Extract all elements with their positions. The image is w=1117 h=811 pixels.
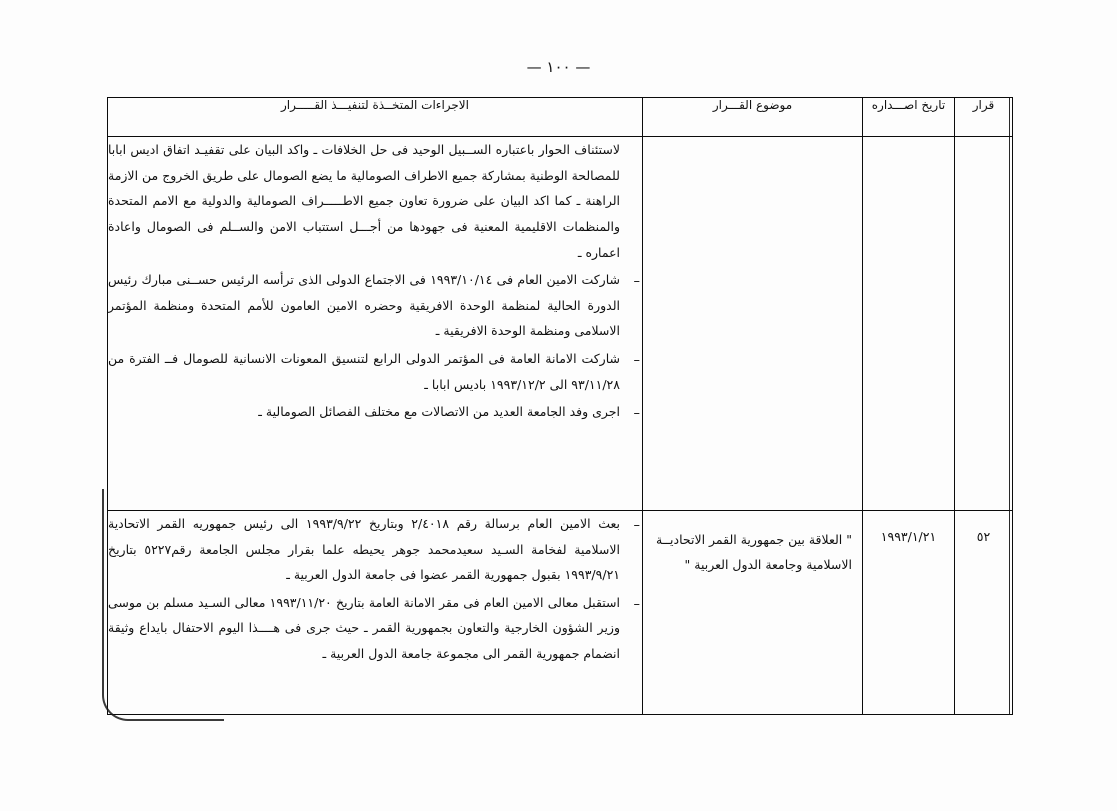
action-item-text: لاستئناف الحوار باعتباره الســبيل الوحيد فى حل الخلافات ـ واكد البيان على تقفيـد اتفاق اديس ابابا للمصالحة الوطنية بمشاركة جميع الاطراف الصومالية ما يضع الصومال على طريق الخروج من الازمة الراهنة ـ كما اكد البيان على ضرورة تعاون جميع الاطـــــراف الصومالية والدولية مع الامم المتحدة والمنظمات الاقليمية المعنية فى جهودها من أجـــل استتباب الامن والســلم فى الصومال واعادة اعماره ـ — [108, 142, 620, 260]
bullet-dash-icon: – — [633, 517, 640, 533]
action-item-text: شاركت الامانة العامة فى المؤتمر الدولى الرابع لتنسيق المعونات الانسانية للصومال فــ الفترة من ٩٣/١١/٢٨ الى ١٩٩٣/١٢/٢ باديس ابابا ـ — [108, 351, 620, 392]
action-item — [108, 399, 642, 425]
cell-issue-date: ١٩٩٣/١/٢١ — [863, 510, 955, 714]
column-header-actions — [108, 98, 643, 137]
column-header-issue-date-label: تاريخ اصـــداره — [871, 98, 946, 112]
table-header — [108, 98, 1013, 137]
bullet-dash-icon: – — [633, 596, 640, 612]
action-item — [108, 590, 642, 667]
cell-actions — [108, 510, 643, 714]
cell-actions — [108, 137, 643, 511]
column-header-subject-label: موضوع القـــرار — [712, 98, 793, 112]
cell-subject: " العلاقة بين جمهورية القمر الاتحاديــة الاسلامية وجامعة الدول العربية " — [643, 510, 863, 714]
table-row — [108, 137, 1013, 511]
decisions-table-wrapper — [108, 97, 1013, 715]
column-header-subject — [643, 98, 863, 137]
binding-edge-mark — [1009, 97, 1013, 715]
column-header-decision-number-label: قرار — [972, 98, 995, 112]
action-item — [108, 267, 642, 344]
action-item — [108, 511, 642, 588]
bullet-dash-icon: – — [633, 274, 640, 290]
action-item-text: استقبل معالى الامين العام فى مقر الامانة العامة بتاريخ ١٩٩٣/١١/٢٠ معالى السـيد مسلم بن موسى وزير الشؤون الخارجية والتعاون بجمهورية القمر ـ حيث جرى فى هــــذا اليوم الاحتفال بايداع وثيقة انضمام جمهورية القمر الى مجموعة جامعة الدول العربية ـ — [108, 594, 620, 662]
page-number: — ١٠٠ — — [526, 58, 591, 76]
column-header-issue-date — [863, 98, 955, 137]
column-header-decision-number — [955, 98, 1013, 137]
cell-subject — [643, 137, 863, 511]
cell-decision-number — [955, 137, 1013, 511]
decisions-table — [107, 97, 1013, 715]
cell-issue-date — [863, 137, 955, 511]
action-item-text: بعث الامين العام برسالة رقم ٢/٤٠١٨ وبتاريخ ١٩٩٣/٩/٢٢ الى رئيس جمهوريه القمر الاتحادية الاسلامية لفخامة السـيد سعيدمحمد جوهر يحيطه علما بقرار مجلس الجامعة رقم٥٢٢٧ بتاريخ ١٩٩٣/٩/٢١ بقبول جمهورية القمر عضوا فى جامعة الدول العربية ـ — [108, 515, 620, 583]
table-header-row — [108, 98, 1013, 137]
table-body — [108, 137, 1013, 715]
action-item-text: شاركت الامين العام فى ١٩٩٣/١٠/١٤ فى الاجتماع الدولى الذى ترأسه الرئيس حســنى مبارك رئيس الدورة الحالية لمنظمة الوحدة الافريقية وحضره الامين العامون للأمم المتحدة ومنظمة المؤتمر الاسلامى ومنظمة الوحدة الافريقية ـ — [108, 272, 620, 339]
action-item-text: اجرى وفد الجامعة العديد من الاتصالات مع مختلف الفصائل الصومالية ـ — [258, 404, 620, 420]
action-list — [108, 511, 642, 667]
action-item — [108, 137, 642, 265]
cell-decision-number: ٥٢ — [955, 510, 1013, 714]
action-list — [108, 137, 642, 425]
action-item — [108, 346, 642, 397]
table-row — [108, 510, 1013, 714]
bullet-dash-icon: – — [633, 352, 640, 368]
column-header-actions-label: الاجراءات المتخــذة لتنفيـــذ القـــــرار — [280, 98, 469, 112]
bullet-dash-icon: – — [633, 406, 640, 422]
